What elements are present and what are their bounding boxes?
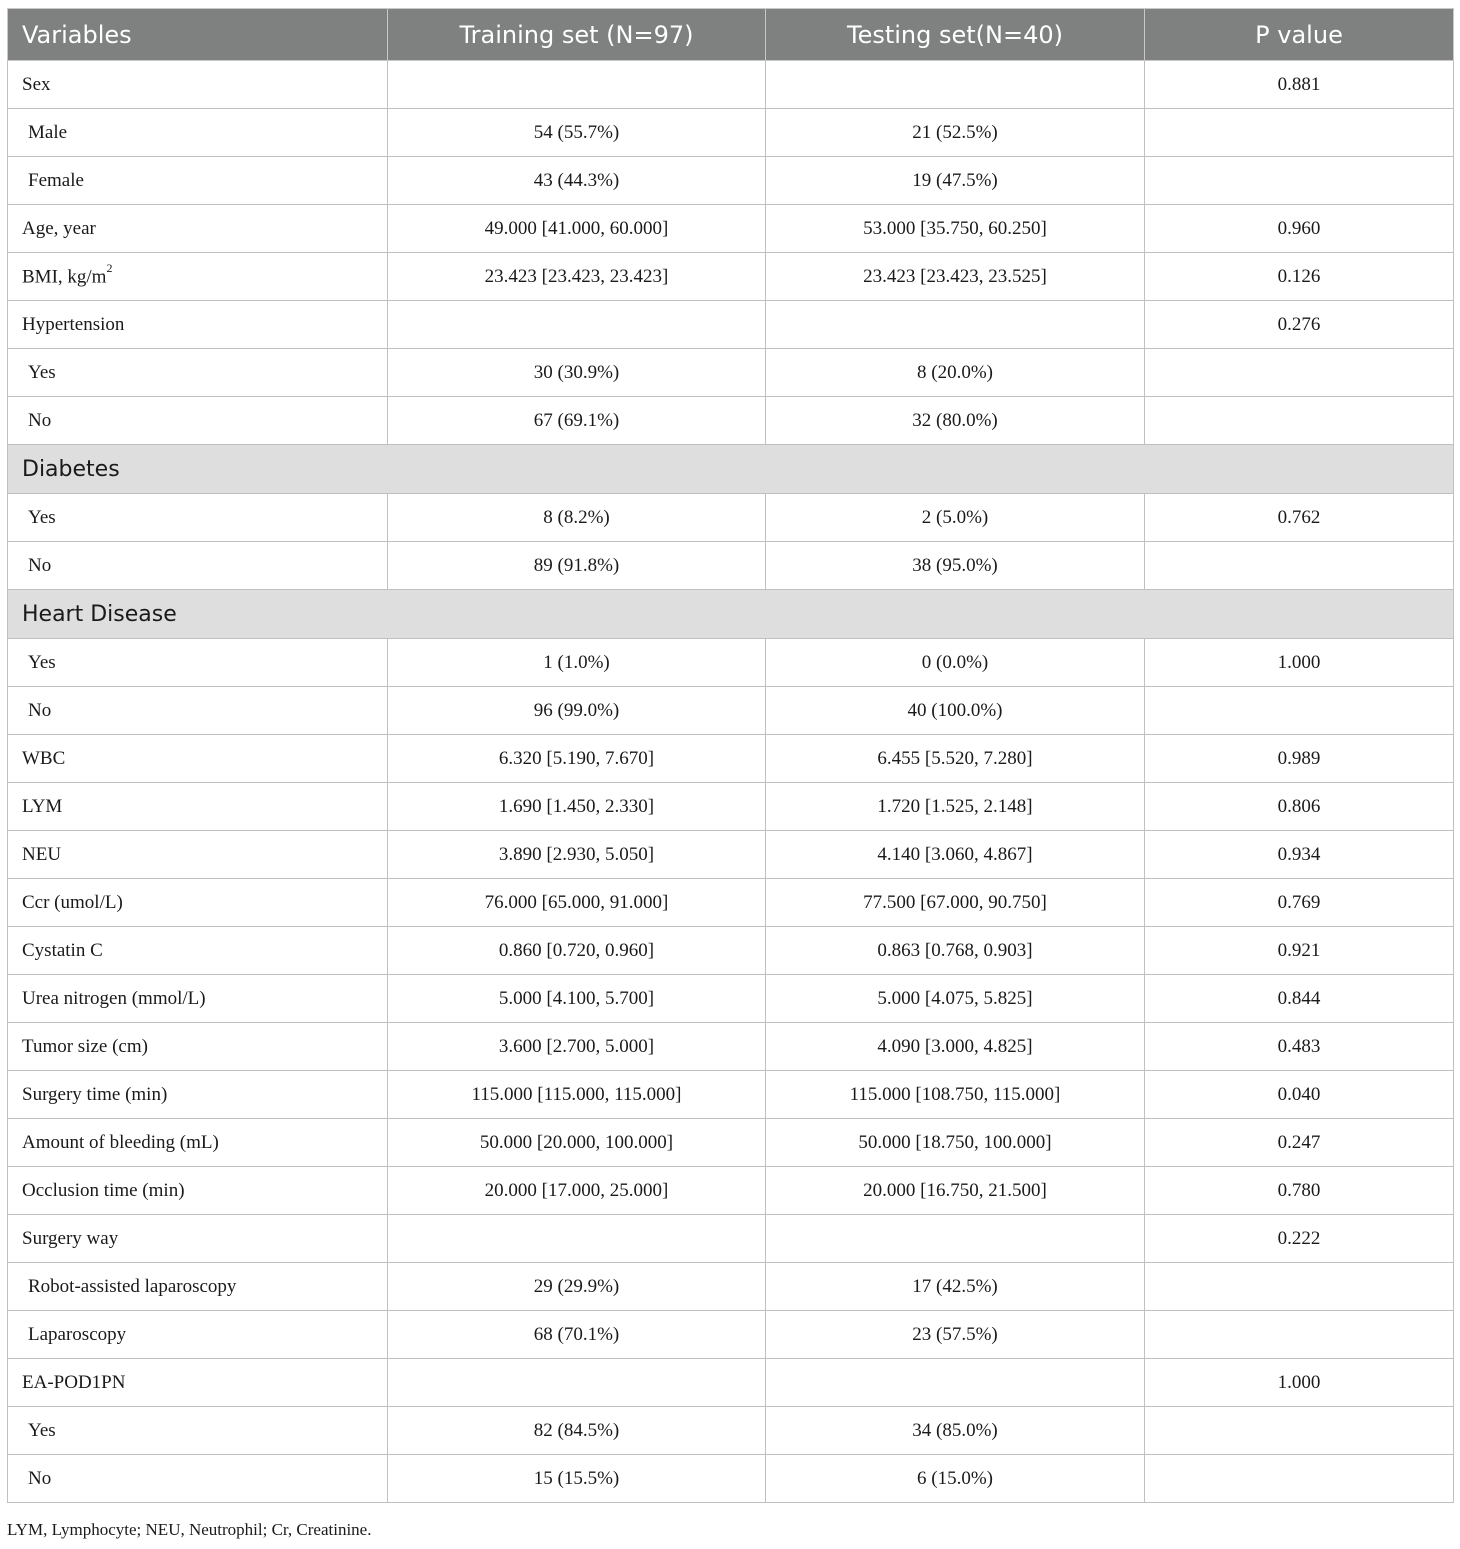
training-value-cell: 115.000 [115.000, 115.000] (388, 1071, 766, 1119)
table-row (8, 349, 1454, 397)
table-row (8, 879, 1454, 927)
p-value-cell: 1.000 (1145, 1359, 1454, 1407)
training-value-cell (388, 61, 766, 109)
table-footnote: LYM, Lymphocyte; NEU, Neutrophil; Cr, Creatinine. (7, 1520, 372, 1539)
p-value-cell (1145, 109, 1454, 157)
variable-label: Age, year (22, 217, 96, 239)
training-value-cell: 82 (84.5%) (388, 1407, 766, 1455)
table-row (8, 1119, 1454, 1167)
testing-value-cell: 4.140 [3.060, 4.867] (766, 831, 1145, 879)
table-row (8, 397, 1454, 445)
table-row (8, 1071, 1454, 1119)
table-row (8, 735, 1454, 783)
variable-label: Hypertension (22, 313, 125, 335)
training-value-cell: 50.000 [20.000, 100.000] (388, 1119, 766, 1167)
variable-label: Cystatin C (22, 939, 103, 961)
variable-cell (8, 1167, 388, 1215)
variable-label-superscript: 2 (106, 261, 113, 276)
training-value-cell: 68 (70.1%) (388, 1311, 766, 1359)
testing-value-cell: 21 (52.5%) (766, 109, 1145, 157)
testing-value-cell: 6 (15.0%) (766, 1455, 1145, 1503)
table-row (8, 1167, 1454, 1215)
variable-label: Sex (22, 73, 51, 95)
variable-label: Amount of bleeding (mL) (22, 1131, 219, 1153)
baseline-table-container (7, 8, 1453, 1503)
testing-value-cell (766, 61, 1145, 109)
variable-label: Urea nitrogen (mmol/L) (22, 987, 206, 1009)
variable-label: No (28, 409, 52, 431)
table-row (8, 1455, 1454, 1503)
testing-value-cell: 50.000 [18.750, 100.000] (766, 1119, 1145, 1167)
table-row (8, 1311, 1454, 1359)
header-p-value: P value (1145, 9, 1454, 61)
table-row (8, 1407, 1454, 1455)
variable-cell (8, 831, 388, 879)
variable-cell (8, 927, 388, 975)
baseline-characteristics-table (7, 8, 1454, 1503)
training-value-cell: 54 (55.7%) (388, 109, 766, 157)
variable-cell (8, 61, 388, 109)
testing-value-cell: 4.090 [3.000, 4.825] (766, 1023, 1145, 1071)
table-row (8, 301, 1454, 349)
testing-value-cell: 2 (5.0%) (766, 494, 1145, 542)
p-value-cell: 0.276 (1145, 301, 1454, 349)
training-value-cell: 8 (8.2%) (388, 494, 766, 542)
variable-cell (8, 639, 388, 687)
testing-value-cell: 34 (85.0%) (766, 1407, 1145, 1455)
testing-value-cell: 19 (47.5%) (766, 157, 1145, 205)
training-value-cell (388, 1359, 766, 1407)
variable-label: Occlusion time (min) (22, 1179, 185, 1201)
variable-cell (8, 397, 388, 445)
training-value-cell: 23.423 [23.423, 23.423] (388, 253, 766, 301)
p-value-cell: 0.921 (1145, 927, 1454, 975)
testing-value-cell: 32 (80.0%) (766, 397, 1145, 445)
table-row (8, 639, 1454, 687)
variable-cell (8, 1071, 388, 1119)
variable-label: No (28, 1467, 52, 1489)
table-row (8, 1023, 1454, 1071)
p-value-cell (1145, 1263, 1454, 1311)
p-value-cell: 0.762 (1145, 494, 1454, 542)
header-training-set: Training set (N=97) (388, 9, 766, 61)
p-value-cell (1145, 1455, 1454, 1503)
p-value-cell: 0.483 (1145, 1023, 1454, 1071)
variable-label: No (28, 554, 52, 576)
table-row (8, 831, 1454, 879)
variable-label: Laparoscopy (28, 1323, 127, 1345)
testing-value-cell: 40 (100.0%) (766, 687, 1145, 735)
table-row (8, 542, 1454, 590)
variable-cell (8, 301, 388, 349)
training-value-cell: 6.320 [5.190, 7.670] (388, 735, 766, 783)
table-row (8, 687, 1454, 735)
testing-value-cell: 6.455 [5.520, 7.280] (766, 735, 1145, 783)
variable-cell (8, 1407, 388, 1455)
p-value-cell: 0.222 (1145, 1215, 1454, 1263)
variable-cell (8, 1455, 388, 1503)
testing-value-cell: 115.000 [108.750, 115.000] (766, 1071, 1145, 1119)
variable-cell (8, 109, 388, 157)
variable-cell (8, 349, 388, 397)
p-value-cell: 1.000 (1145, 639, 1454, 687)
table-header (8, 9, 1454, 61)
variable-cell (8, 157, 388, 205)
table-row (8, 927, 1454, 975)
variable-label: Yes (28, 506, 56, 528)
section-row (8, 445, 1454, 494)
variable-cell (8, 253, 388, 301)
training-value-cell: 96 (99.0%) (388, 687, 766, 735)
training-value-cell: 67 (69.1%) (388, 397, 766, 445)
training-value-cell: 3.890 [2.930, 5.050] (388, 831, 766, 879)
testing-value-cell: 1.720 [1.525, 2.148] (766, 783, 1145, 831)
section-label: Diabetes (8, 445, 1454, 494)
p-value-cell: 0.934 (1145, 831, 1454, 879)
p-value-cell (1145, 1311, 1454, 1359)
table-row (8, 1359, 1454, 1407)
p-value-cell: 0.247 (1145, 1119, 1454, 1167)
section-row (8, 590, 1454, 639)
variable-cell (8, 735, 388, 783)
training-value-cell: 89 (91.8%) (388, 542, 766, 590)
variable-cell (8, 1263, 388, 1311)
training-value-cell: 20.000 [17.000, 25.000] (388, 1167, 766, 1215)
p-value-cell: 0.881 (1145, 61, 1454, 109)
variable-label: No (28, 699, 52, 721)
variable-label: LYM (22, 795, 63, 817)
p-value-cell: 0.844 (1145, 975, 1454, 1023)
variable-cell (8, 783, 388, 831)
training-value-cell: 1 (1.0%) (388, 639, 766, 687)
section-label: Heart Disease (8, 590, 1454, 639)
variable-label: Male (28, 121, 68, 143)
p-value-cell: 0.989 (1145, 735, 1454, 783)
p-value-cell (1145, 349, 1454, 397)
p-value-cell: 0.806 (1145, 783, 1454, 831)
training-value-cell (388, 301, 766, 349)
variable-label: Yes (28, 1419, 56, 1441)
variable-cell (8, 542, 388, 590)
p-value-cell (1145, 1407, 1454, 1455)
variable-label: Female (28, 169, 84, 191)
variable-cell (8, 1311, 388, 1359)
testing-value-cell (766, 1215, 1145, 1263)
p-value-cell: 0.126 (1145, 253, 1454, 301)
training-value-cell: 76.000 [65.000, 91.000] (388, 879, 766, 927)
table-row (8, 109, 1454, 157)
variable-label: Yes (28, 361, 56, 383)
table-row (8, 253, 1454, 301)
testing-value-cell: 5.000 [4.075, 5.825] (766, 975, 1145, 1023)
training-value-cell: 0.860 [0.720, 0.960] (388, 927, 766, 975)
variable-cell (8, 1023, 388, 1071)
table-body (8, 61, 1454, 1503)
table-row (8, 1215, 1454, 1263)
variable-cell (8, 1359, 388, 1407)
table-row (8, 157, 1454, 205)
testing-value-cell: 23 (57.5%) (766, 1311, 1145, 1359)
variable-cell (8, 1215, 388, 1263)
training-value-cell: 43 (44.3%) (388, 157, 766, 205)
variable-label: BMI, kg/m (22, 266, 107, 288)
variable-label: NEU (22, 843, 62, 865)
training-value-cell: 3.600 [2.700, 5.000] (388, 1023, 766, 1071)
p-value-cell: 0.960 (1145, 205, 1454, 253)
variable-label: Surgery way (22, 1227, 119, 1249)
training-value-cell: 30 (30.9%) (388, 349, 766, 397)
p-value-cell: 0.780 (1145, 1167, 1454, 1215)
training-value-cell: 5.000 [4.100, 5.700] (388, 975, 766, 1023)
variable-cell (8, 1119, 388, 1167)
p-value-cell: 0.040 (1145, 1071, 1454, 1119)
table-row (8, 783, 1454, 831)
variable-label: Ccr (umol/L) (22, 891, 123, 913)
variable-label: Surgery time (min) (22, 1083, 168, 1105)
p-value-cell (1145, 687, 1454, 735)
variable-label: Tumor size (cm) (22, 1035, 148, 1057)
header-testing-set: Testing set(N=40) (766, 9, 1145, 61)
header-row (8, 9, 1454, 61)
training-value-cell: 1.690 [1.450, 2.330] (388, 783, 766, 831)
variable-label: Yes (28, 651, 56, 673)
table-row (8, 61, 1454, 109)
testing-value-cell (766, 1359, 1145, 1407)
variable-cell (8, 494, 388, 542)
variable-cell (8, 975, 388, 1023)
variable-label: EA-POD1PN (22, 1371, 126, 1393)
p-value-cell (1145, 397, 1454, 445)
variable-cell (8, 879, 388, 927)
training-value-cell: 15 (15.5%) (388, 1455, 766, 1503)
header-variables: Variables (8, 9, 388, 61)
testing-value-cell: 38 (95.0%) (766, 542, 1145, 590)
p-value-cell: 0.769 (1145, 879, 1454, 927)
testing-value-cell: 17 (42.5%) (766, 1263, 1145, 1311)
variable-cell (8, 205, 388, 253)
training-value-cell: 29 (29.9%) (388, 1263, 766, 1311)
table-row (8, 494, 1454, 542)
testing-value-cell: 20.000 [16.750, 21.500] (766, 1167, 1145, 1215)
testing-value-cell: 0 (0.0%) (766, 639, 1145, 687)
table-row (8, 205, 1454, 253)
p-value-cell (1145, 542, 1454, 590)
table-row (8, 1263, 1454, 1311)
testing-value-cell: 77.500 [67.000, 90.750] (766, 879, 1145, 927)
training-value-cell: 49.000 [41.000, 60.000] (388, 205, 766, 253)
training-value-cell (388, 1215, 766, 1263)
testing-value-cell: 53.000 [35.750, 60.250] (766, 205, 1145, 253)
testing-value-cell: 8 (20.0%) (766, 349, 1145, 397)
variable-cell (8, 687, 388, 735)
testing-value-cell (766, 301, 1145, 349)
testing-value-cell: 23.423 [23.423, 23.525] (766, 253, 1145, 301)
table-row (8, 975, 1454, 1023)
p-value-cell (1145, 157, 1454, 205)
testing-value-cell: 0.863 [0.768, 0.903] (766, 927, 1145, 975)
variable-label: Robot-assisted laparoscopy (28, 1275, 237, 1297)
variable-label: WBC (22, 747, 66, 769)
